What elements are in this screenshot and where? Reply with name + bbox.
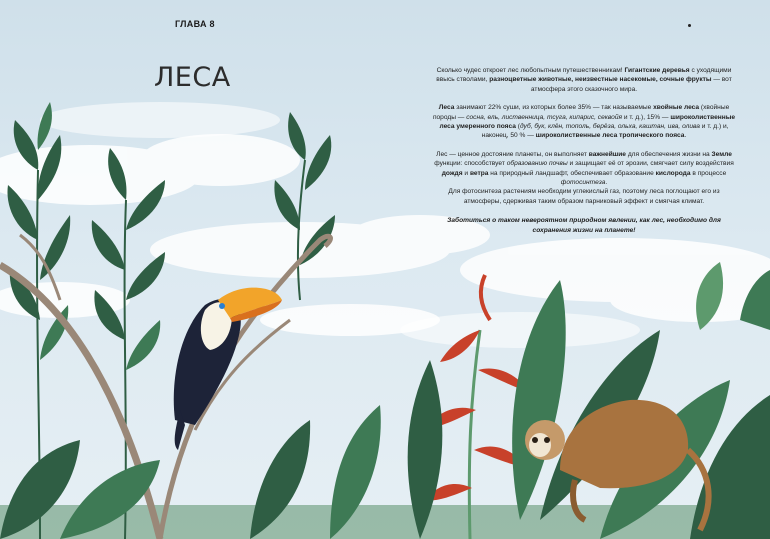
intro-paragraph: Сколько чудес откроет лес любопытным путешественникам! Гигантские деревья с уходящими ввысь стволами, разноцветные животные, неизвестные насекомые, сочные фрукты — вот атмосфера этого сказочного мира. xyxy=(436,67,732,93)
closing-paragraph: Заботиться о таком невероятном природном явлении, как лес, необходимо для сохранения жизни на планете! xyxy=(447,217,721,234)
role-paragraph: Лес — ценное достояние планеты, он выполняет важнейшие для обеспечения жизни на Земле функции: способствует образованию почвы и защищает её от эрозии, смягчает силу воздействия дождя и ветра на природный ландшафт, обеспечивает образование кислорода в процессе фотосинтеза. xyxy=(434,150,734,187)
page-title: ЛЕСА xyxy=(154,62,231,93)
photosynthesis-paragraph: Для фотосинтеза растениям необходим углекислый газ, поэтому леса поглощают его из атмосферы, сдерживая таким образом парниковый эффект и смягчая климат. xyxy=(448,188,720,205)
stats-paragraph: Леса занимают 22% суши, из которых более 35% — так называемые хвойные леса (хвойные породы — сосна, ель, лиственница, тсуга, кипарис, секвойя и т. д.), 15% — широколиственные леса умеренного пояса (дуб, бук, клён, тополь, берёза, ольха, каштан, ива, олива и т. д.) и, наконец, 50 % — широколиственные леса тропического пояса. xyxy=(432,104,736,140)
chapter-label: ГЛАВА 8 xyxy=(175,19,215,29)
page-dot xyxy=(688,24,691,27)
body-text xyxy=(432,66,736,244)
